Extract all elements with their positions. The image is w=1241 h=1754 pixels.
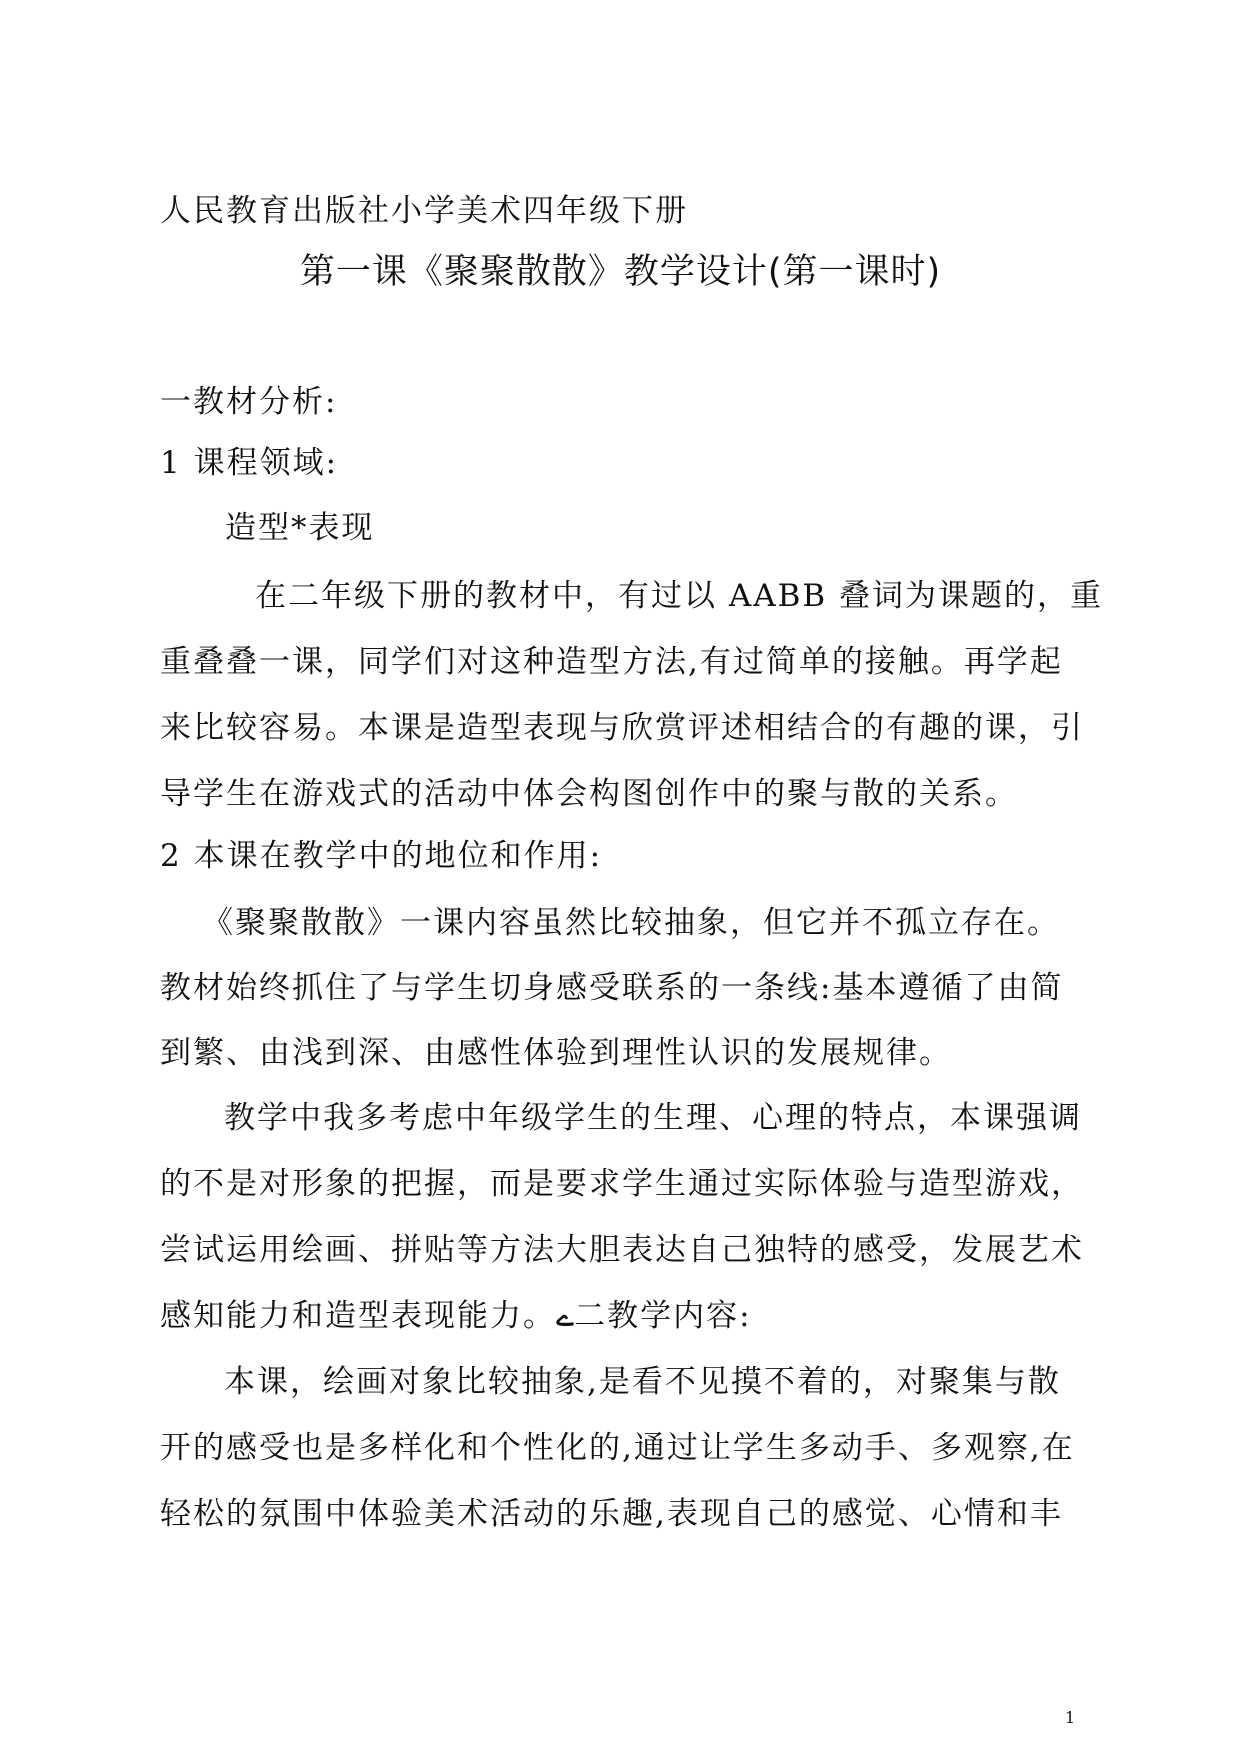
paragraph-line: 到繁、由浅到深、由感性体验到理性认识的发展规律。 <box>160 1035 952 1071</box>
paragraph-line: 教学中我多考虑中年级学生的生理、心理的特点，本课强调 <box>224 1100 1082 1136</box>
paragraph-line: 在二年级下册的教材中，有过以 AABB 叠词为课题的，重 <box>255 578 1104 614</box>
paragraph-line: 本课，绘画对象比较抽象,是看不见摸不着的，对聚集与散 <box>224 1364 1061 1400</box>
paragraph-line: 的不是对形象的把握，而是要求学生通过实际体验与造型游戏， <box>160 1166 1084 1202</box>
page-number: 1 <box>1065 1708 1076 1727</box>
paragraph-line: 导学生在游戏式的活动中体会构图创作中的聚与散的关系。 <box>160 776 1018 812</box>
paragraph-line: 尝试运用绘画、拼贴等方法大胆表达自己独特的感受，发展艺术 <box>160 1232 1084 1268</box>
text-line: 造型*表现 <box>225 510 375 546</box>
paragraph-line: 轻松的氛围中体验美术活动的乐趣,表现自己的感觉、心情和丰 <box>160 1496 1063 1532</box>
section-heading: 一教材分析: <box>160 384 338 420</box>
subsection-heading: 2 本课在教学中的地位和作用: <box>160 838 603 874</box>
paragraph-line: 开的感受也是多样化和个性化的,通过让学生多动手、多观察,在 <box>160 1430 1075 1466</box>
publisher-line: 人民教育出版社小学美术四年级下册 <box>160 193 688 229</box>
paragraph-line: 《聚聚散散》一课内容虽然比较抽象，但它并不孤立存在。 <box>202 905 1060 941</box>
subsection-heading: 1 课程领域: <box>160 445 339 481</box>
page-title: 第一课《聚聚散散》教学设计(第一课时) <box>299 252 942 292</box>
paragraph-line: 重叠叠一课，同学们对这种造型方法,有过简单的接触。再学起 <box>160 644 1063 680</box>
paragraph-line: 感知能力和造型表现能力。ے二教学内容: <box>160 1298 752 1334</box>
paragraph-line: 教材始终抓住了与学生切身感受联系的一条线:基本遵循了由简 <box>160 970 1064 1006</box>
paragraph-line: 来比较容易。本课是造型表现与欣赏评述相结合的有趣的课，引 <box>160 710 1084 746</box>
